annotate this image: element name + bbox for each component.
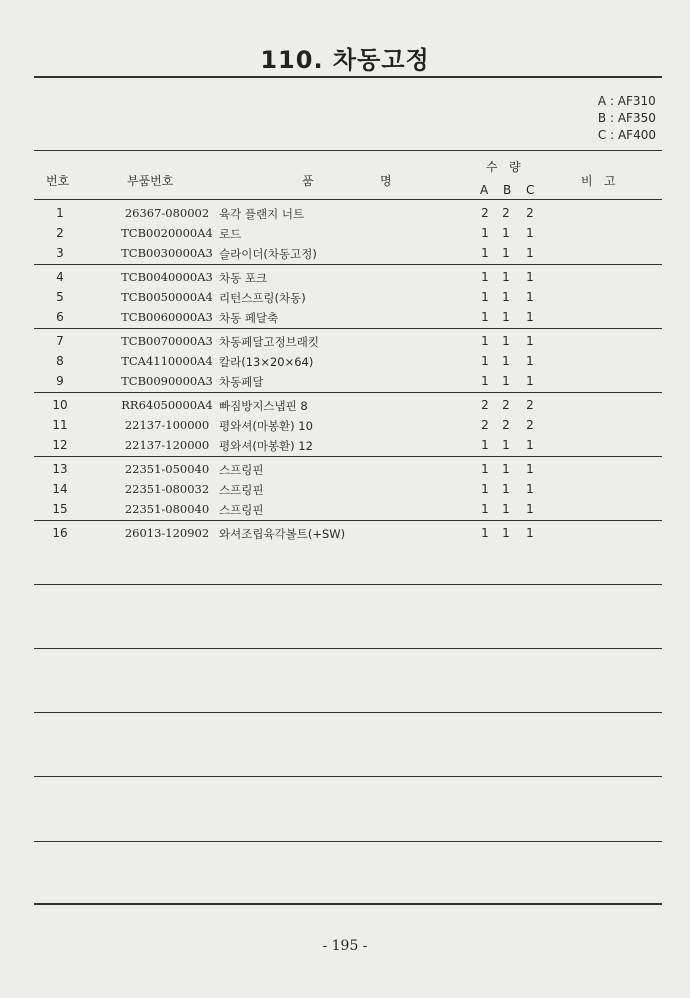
row-qty-b: 1 — [502, 270, 510, 284]
row-qty-c: 1 — [526, 310, 534, 324]
row-qty-b: 1 — [502, 526, 510, 540]
row-part-number: TCB0050000A4 — [121, 290, 213, 304]
row-number: 1 — [56, 206, 64, 220]
group-divider — [34, 264, 662, 265]
row-part-name: 슬라이더(차동고정) — [219, 247, 317, 261]
row-part-number: 22351-080032 — [124, 482, 210, 496]
row-qty-b: 1 — [502, 290, 510, 304]
header-qty-a: A — [480, 183, 489, 197]
header-quantity: 수 량 — [486, 160, 521, 174]
row-part-name: 칼라(13×20×64) — [219, 355, 314, 369]
row-qty-c: 2 — [526, 418, 534, 432]
header-remarks: 비 고 — [581, 174, 616, 188]
row-qty-c: 1 — [526, 226, 534, 240]
row-qty-a: 1 — [481, 438, 489, 452]
row-number: 5 — [56, 290, 64, 304]
row-part-name: 평와셔(마봉환) 12 — [219, 439, 313, 453]
row-qty-c: 1 — [526, 462, 534, 476]
row-qty-b: 1 — [502, 246, 510, 260]
row-part-name: 스프링핀 — [219, 483, 264, 497]
row-part-name: 차동 포크 — [219, 271, 268, 285]
row-number: 16 — [52, 526, 68, 540]
row-qty-a: 1 — [481, 310, 489, 324]
row-part-name: 리턴스프링(차동) — [219, 291, 306, 305]
row-qty-c: 1 — [526, 354, 534, 368]
row-qty-a: 1 — [481, 374, 489, 388]
row-qty-c: 1 — [526, 502, 534, 516]
group-divider — [34, 520, 662, 521]
row-part-number: 26367-080002 — [124, 206, 210, 220]
row-qty-a: 2 — [481, 206, 489, 220]
row-qty-b: 1 — [502, 462, 510, 476]
row-qty-b: 1 — [502, 502, 510, 516]
row-qty-c: 1 — [526, 290, 534, 304]
row-number: 3 — [56, 246, 64, 260]
row-qty-b: 1 — [502, 438, 510, 452]
blank-rule-5 — [34, 841, 662, 842]
row-qty-c: 2 — [526, 206, 534, 220]
header-part-number: 부품번호 — [127, 174, 174, 188]
row-number: 14 — [52, 482, 68, 496]
legend-c: C : AF400 — [597, 128, 656, 142]
row-qty-c: 1 — [526, 246, 534, 260]
row-part-name: 평와셔(마봉환) 10 — [219, 419, 313, 433]
row-qty-b: 1 — [502, 374, 510, 388]
row-part-number: TCB0070000A3 — [121, 334, 213, 348]
page-number: - 195 - — [322, 938, 368, 954]
bottom-rule — [34, 903, 662, 905]
row-part-number: TCB0060000A3 — [121, 310, 213, 324]
row-part-name: 스프링핀 — [219, 463, 264, 477]
table-row — [34, 371, 662, 391]
table-row — [34, 523, 662, 543]
model-legend — [598, 93, 656, 144]
legend-b: B : AF350 — [597, 111, 656, 125]
row-part-number: 22351-080040 — [124, 502, 210, 516]
header-name-2: 명 — [380, 174, 392, 188]
row-qty-b: 1 — [502, 334, 510, 348]
row-qty-a: 1 — [481, 246, 489, 260]
row-qty-b: 1 — [502, 482, 510, 496]
header-name-1: 품 — [302, 174, 314, 188]
row-qty-c: 1 — [526, 526, 534, 540]
row-part-number: 22137-120000 — [124, 438, 210, 452]
row-part-number: TCA4110000A4 — [121, 354, 213, 368]
row-number: 11 — [52, 418, 68, 432]
table-row — [34, 435, 662, 455]
row-part-number: 22351-050040 — [124, 462, 210, 476]
row-qty-b: 2 — [502, 206, 510, 220]
row-part-number: TCB0020000A4 — [121, 226, 213, 240]
row-qty-b: 1 — [502, 310, 510, 324]
row-part-name: 차동페달고정브래킷 — [219, 335, 319, 349]
row-qty-a: 1 — [481, 526, 489, 540]
row-qty-b: 1 — [502, 226, 510, 240]
table-row — [34, 395, 662, 415]
row-qty-b: 2 — [502, 418, 510, 432]
header-qty-b: B — [503, 183, 512, 197]
row-qty-c: 1 — [526, 438, 534, 452]
row-number: 8 — [56, 354, 64, 368]
table-row — [34, 479, 662, 499]
row-part-name: 와셔조립육각볼트(+SW) — [219, 527, 346, 541]
table-row — [34, 415, 662, 435]
table-row — [34, 223, 662, 243]
header-number: 번호 — [46, 174, 70, 188]
row-number: 10 — [52, 398, 68, 412]
row-qty-a: 1 — [481, 226, 489, 240]
row-qty-a: 1 — [481, 482, 489, 496]
table-row — [34, 459, 662, 479]
table-row — [34, 287, 662, 307]
table-row — [34, 499, 662, 519]
title-rule — [34, 76, 662, 78]
blank-rule-1 — [34, 584, 662, 585]
row-number: 6 — [56, 310, 64, 324]
header-qty-c: C — [526, 183, 535, 197]
row-qty-a: 1 — [481, 502, 489, 516]
row-part-name: 스프링핀 — [219, 503, 264, 517]
row-qty-a: 1 — [481, 290, 489, 304]
group-divider — [34, 456, 662, 457]
table-row — [34, 243, 662, 263]
table-row — [34, 331, 662, 351]
table-row — [34, 267, 662, 287]
table-row — [34, 351, 662, 371]
row-part-name: 육각 플랜지 너트 — [219, 207, 305, 221]
legend-a: A : AF310 — [597, 94, 656, 108]
row-qty-b: 2 — [502, 398, 510, 412]
row-qty-c: 1 — [526, 334, 534, 348]
row-number: 13 — [52, 462, 68, 476]
row-number: 9 — [56, 374, 64, 388]
row-qty-a: 1 — [481, 334, 489, 348]
row-qty-c: 2 — [526, 398, 534, 412]
row-part-number: TCB0030000A3 — [121, 246, 213, 260]
row-number: 15 — [52, 502, 68, 516]
row-qty-b: 1 — [502, 354, 510, 368]
table-row — [34, 307, 662, 327]
row-part-name: 차동 페달축 — [219, 311, 279, 325]
blank-rule-3 — [34, 712, 662, 713]
row-part-number: RR64050000A4 — [121, 398, 213, 412]
group-divider — [34, 328, 662, 329]
header-top-rule — [34, 150, 662, 151]
row-part-number: TCB0040000A3 — [121, 270, 213, 284]
row-qty-a: 1 — [481, 270, 489, 284]
row-qty-c: 1 — [526, 270, 534, 284]
row-number: 2 — [56, 226, 64, 240]
row-part-number: TCB0090000A3 — [121, 374, 213, 388]
row-qty-a: 2 — [481, 418, 489, 432]
row-part-number: 22137-100000 — [124, 418, 210, 432]
row-part-name: 로드 — [219, 227, 242, 241]
row-part-number: 26013-120902 — [124, 526, 210, 540]
row-qty-c: 1 — [526, 374, 534, 388]
row-qty-a: 1 — [481, 354, 489, 368]
row-number: 12 — [52, 438, 68, 452]
row-part-name: 빠짐방지스냅핀 8 — [219, 399, 308, 413]
row-number: 7 — [56, 334, 64, 348]
group-divider — [34, 392, 662, 393]
row-number: 4 — [56, 270, 64, 284]
blank-rule-2 — [34, 648, 662, 649]
row-qty-a: 2 — [481, 398, 489, 412]
table-row — [34, 203, 662, 223]
row-qty-a: 1 — [481, 462, 489, 476]
blank-rule-4 — [34, 776, 662, 777]
row-part-name: 차동페달 — [219, 375, 264, 389]
row-qty-c: 1 — [526, 482, 534, 496]
page-title: 110. 차동고정 — [260, 46, 430, 74]
header-bottom-rule — [34, 199, 662, 200]
